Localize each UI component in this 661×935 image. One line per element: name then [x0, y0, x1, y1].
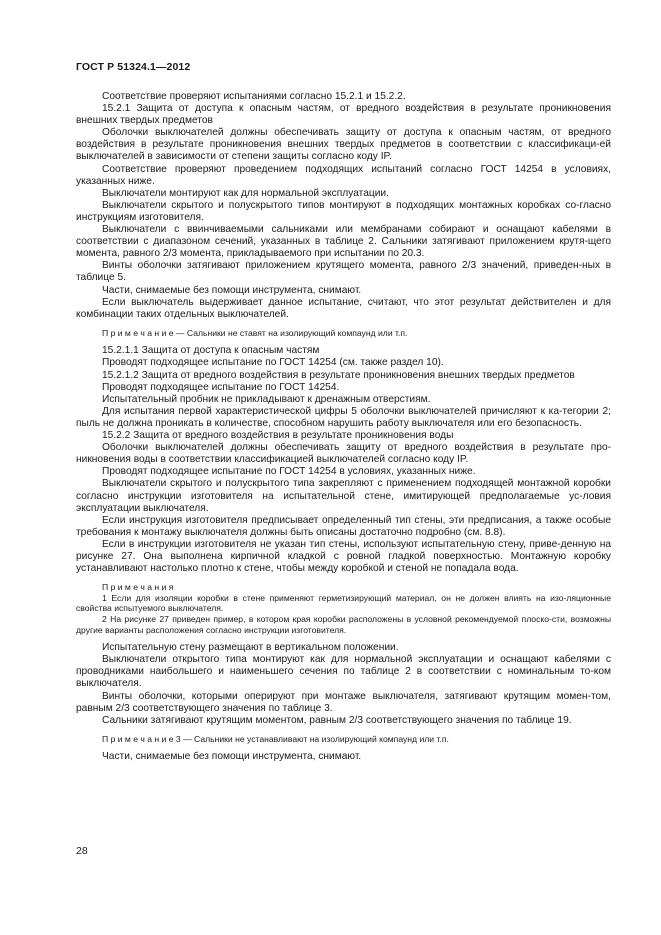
- notes-label: П р и м е ч а н и я: [102, 582, 174, 593]
- paragraph: Части, снимаемые без помощи инструмента, снимают.: [102, 751, 362, 763]
- section-heading: 15.2.1 Защита от доступа к опасным частям, от вредного воздействия в результате проникновения внешних твердых предметов: [76, 103, 611, 127]
- paragraph: Если в инструкции изготовителя не указан тип стены, используют испытательную стену, приве-денную на рисунке 27. Она выполнена кирпичной кладкой с ровной гладкой поверхностью. Монтажную коробку устанавливают настолько плотно к стене, чтобы между коробкой и стеной не попадала вода.: [76, 538, 611, 575]
- paragraph: Для испытания первой характеристической цифры 5 оболочки выключателей причисляют к ка-тегории 2; пыль не должна проникать в количестве, способном нарушить работу выключателя или его безопасность.: [76, 405, 611, 429]
- note: [76, 328, 611, 339]
- section-heading: 15.2.1.1 Защита от доступа к опасным частям: [102, 345, 320, 357]
- section-heading: 15.2.1.2 Защита от вредного воздействия в результате проникновения внешних твердых предметов: [102, 369, 575, 381]
- section-heading: 15.2.2 Защита от вредного воздействия в результате проникновения воды: [102, 430, 454, 442]
- paragraph: Если инструкция изготовителя предписывает определенный тип стены, эти предписания, а также особые требования к монтажу выключателя должны быть описаны достаточно подробно (см. 8.8).: [76, 514, 611, 538]
- paragraph: Выключатели открытого типа монтируют как для нормальной эксплуатации и оснащают кабелями с проводниками наибольшего и наименьшего сечения по таблице 2 в соответствии с номинальным то-ком выключателя.: [76, 654, 611, 690]
- paragraph: Выключатели скрытого и полускрытого типа закрепляют с применением подходящей монтажной коробки согласно инструкции изготовителя на испытательной стене, имитирующей предполагаемые ус-ловия эксплуатации выключателя.: [76, 478, 611, 514]
- paragraph: Выключатели скрытого и полускрытого типов монтируют в подходящих монтажных коробках со-гласно инструкциям изготовителя.: [76, 199, 611, 223]
- paragraph: Проводят подходящее испытание по ГОСТ 14254 в условиях, указанных ниже.: [102, 466, 476, 478]
- paragraph: Испытательную стену размещают в вертикальном положении.: [102, 642, 399, 654]
- paragraph: Выключатели монтируют как для нормальной эксплуатации.: [102, 187, 389, 199]
- note-label: П р и м е ч а н и е: [102, 733, 174, 744]
- paragraph: Оболочки выключателей должны обеспечивать защиту от доступа к опасным частям, от вредного воздействия в результате проникновения внешних твердых предметов в соответствии с классификаци-ей выключателей в зависимости от степени защиты согласно коду IP.: [76, 127, 611, 163]
- paragraph: Части, снимаемые без помощи инструмента, снимают.: [102, 284, 362, 296]
- paragraph: Сальники затягивают крутящим моментом, равным 2/3 соответствующего значения по таблице 19.: [102, 714, 572, 726]
- paragraph: Выключатели с ввинчиваемыми сальниками или мембранами собирают и оснащают кабелями в соответствии с диапазоном сечений, указанных в таблице 2. Сальники затягивают приложением крутя-щего момента, равного 2/3 момента, прикладываемого при испытании по 20.3.: [76, 224, 611, 260]
- document-body: [76, 91, 611, 763]
- note-text: 3 — Сальники не устанавливают на изолирующий компаунд или т.п.: [175, 733, 449, 744]
- paragraph: Винты оболочки затягивают приложением крутящего момента, равного 2/3 значений, приведен-ных в таблице 5.: [76, 260, 611, 284]
- paragraph: Оболочки выключателей должны обеспечивать защиту от вредного воздействия в результате про-никновения воды в соответствии классификацией выключателей согласно коду IP.: [76, 442, 611, 466]
- paragraph: Соответствие проверяют испытаниями согласно 15.2.1 и 15.2.2.: [102, 91, 406, 102]
- page-number: 28: [76, 845, 88, 857]
- paragraph: Винты оболочки, которыми оперируют при монтаже выключателя, затягивают крутящим момен-том, равным 2/3 соответствующего значения по таблице 3.: [76, 690, 611, 714]
- note-3: [76, 734, 611, 745]
- paragraph: Проводят подходящее испытание по ГОСТ 14254 (см. также раздел 10).: [102, 357, 444, 369]
- document-header: ГОСТ Р 51324.1—2012: [76, 61, 191, 73]
- paragraph: Проводят подходящее испытание по ГОСТ 14254.: [102, 381, 340, 393]
- note-2: 2 На рисунке 27 приведен пример, в котором края коробки расположены в условной рекомендуемой плоско-сти, возможны другие варианты расположения согласно инструкции изготовителя.: [76, 613, 611, 635]
- note-text: Сальники не ставят на изолирующий компаунд или т.п.: [186, 327, 408, 338]
- note-label: П р и м е ч а н и е —: [102, 327, 185, 338]
- paragraph: Испытательный пробник не прикладывают к дренажным отверстиям.: [102, 393, 431, 405]
- note-1: 1 Если для изоляции коробки в стене применяют герметизирующий материал, он не должен влиять на изо-ляционные свойства испытуемого выключателя.: [76, 592, 611, 614]
- paragraph: Если выключатель выдерживает данное испытание, считают, что этот результат действителен и для комбинации таких отдельных выключателей.: [76, 296, 611, 320]
- paragraph: Соответствие проверяют проведением подходящих испытаний согласно ГОСТ 14254 в условиях, указанных ниже.: [76, 163, 611, 187]
